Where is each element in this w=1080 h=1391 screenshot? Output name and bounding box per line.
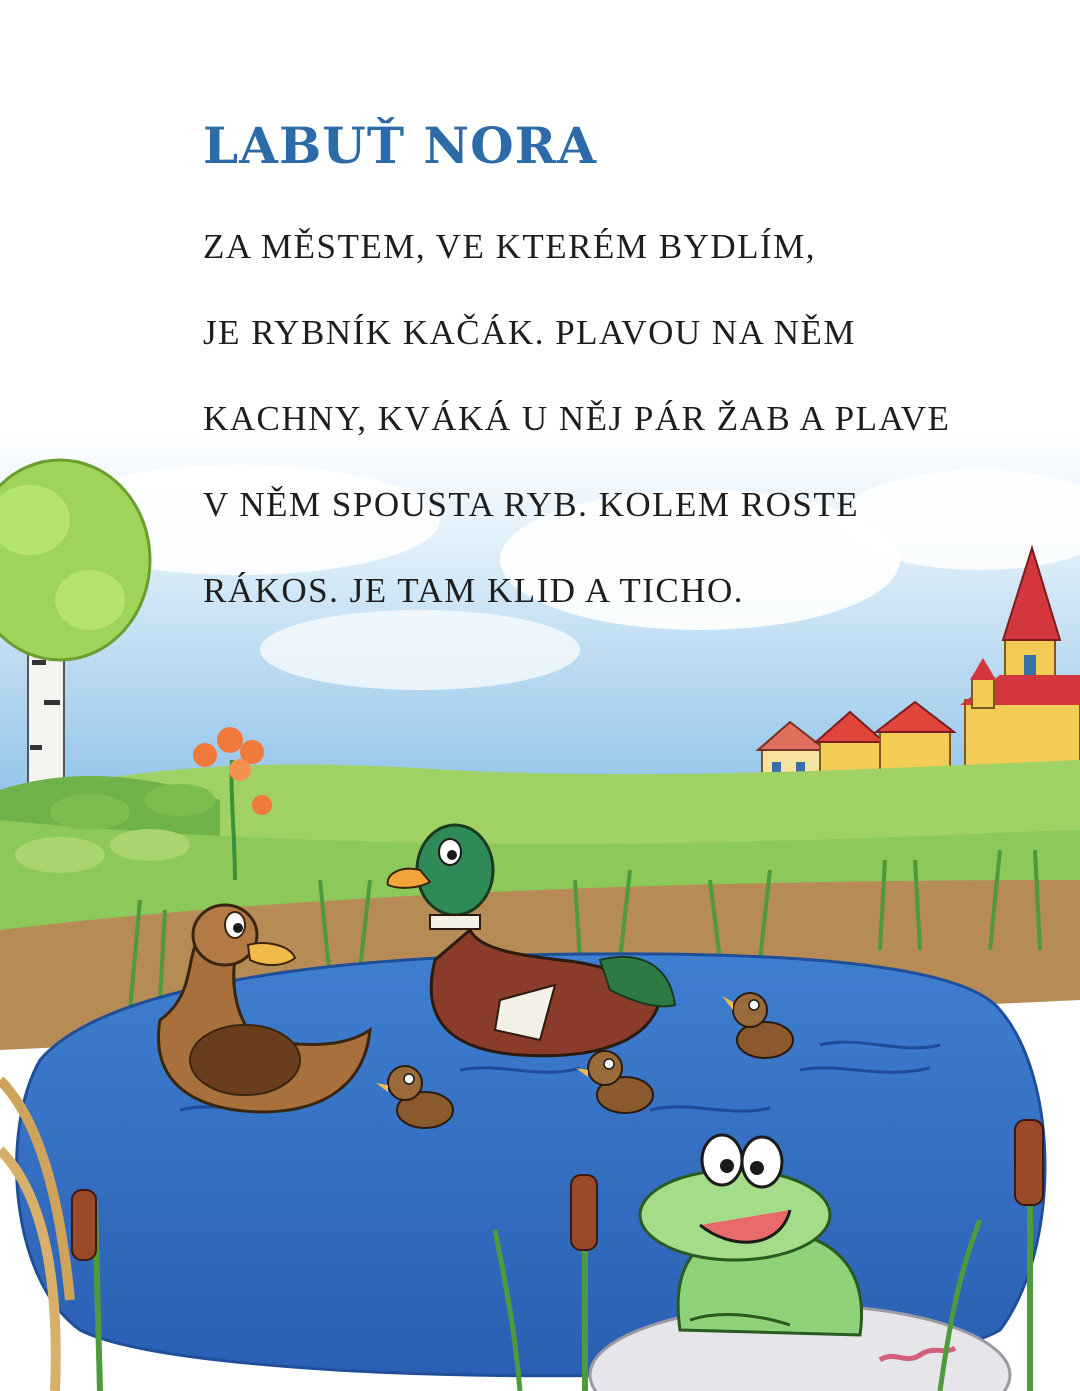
story-line: V NĚM SPOUSTA RYB. KOLEM ROSTE	[203, 485, 860, 524]
story-line: KACHNY, KVÁKÁ U NĚJ PÁR ŽAB A PLAVE	[203, 399, 951, 438]
story-line: JE RYBNÍK KAČÁK. PLAVOU NA NĚM	[203, 313, 857, 352]
story-text	[203, 222, 950, 652]
story-line: RÁKOS. JE TAM KLID A TICHO.	[203, 571, 745, 610]
story-line: ZA MĚSTEM, VE KTERÉM BYDLÍM,	[203, 227, 817, 266]
page-title: LABUŤ NORA	[203, 116, 598, 175]
